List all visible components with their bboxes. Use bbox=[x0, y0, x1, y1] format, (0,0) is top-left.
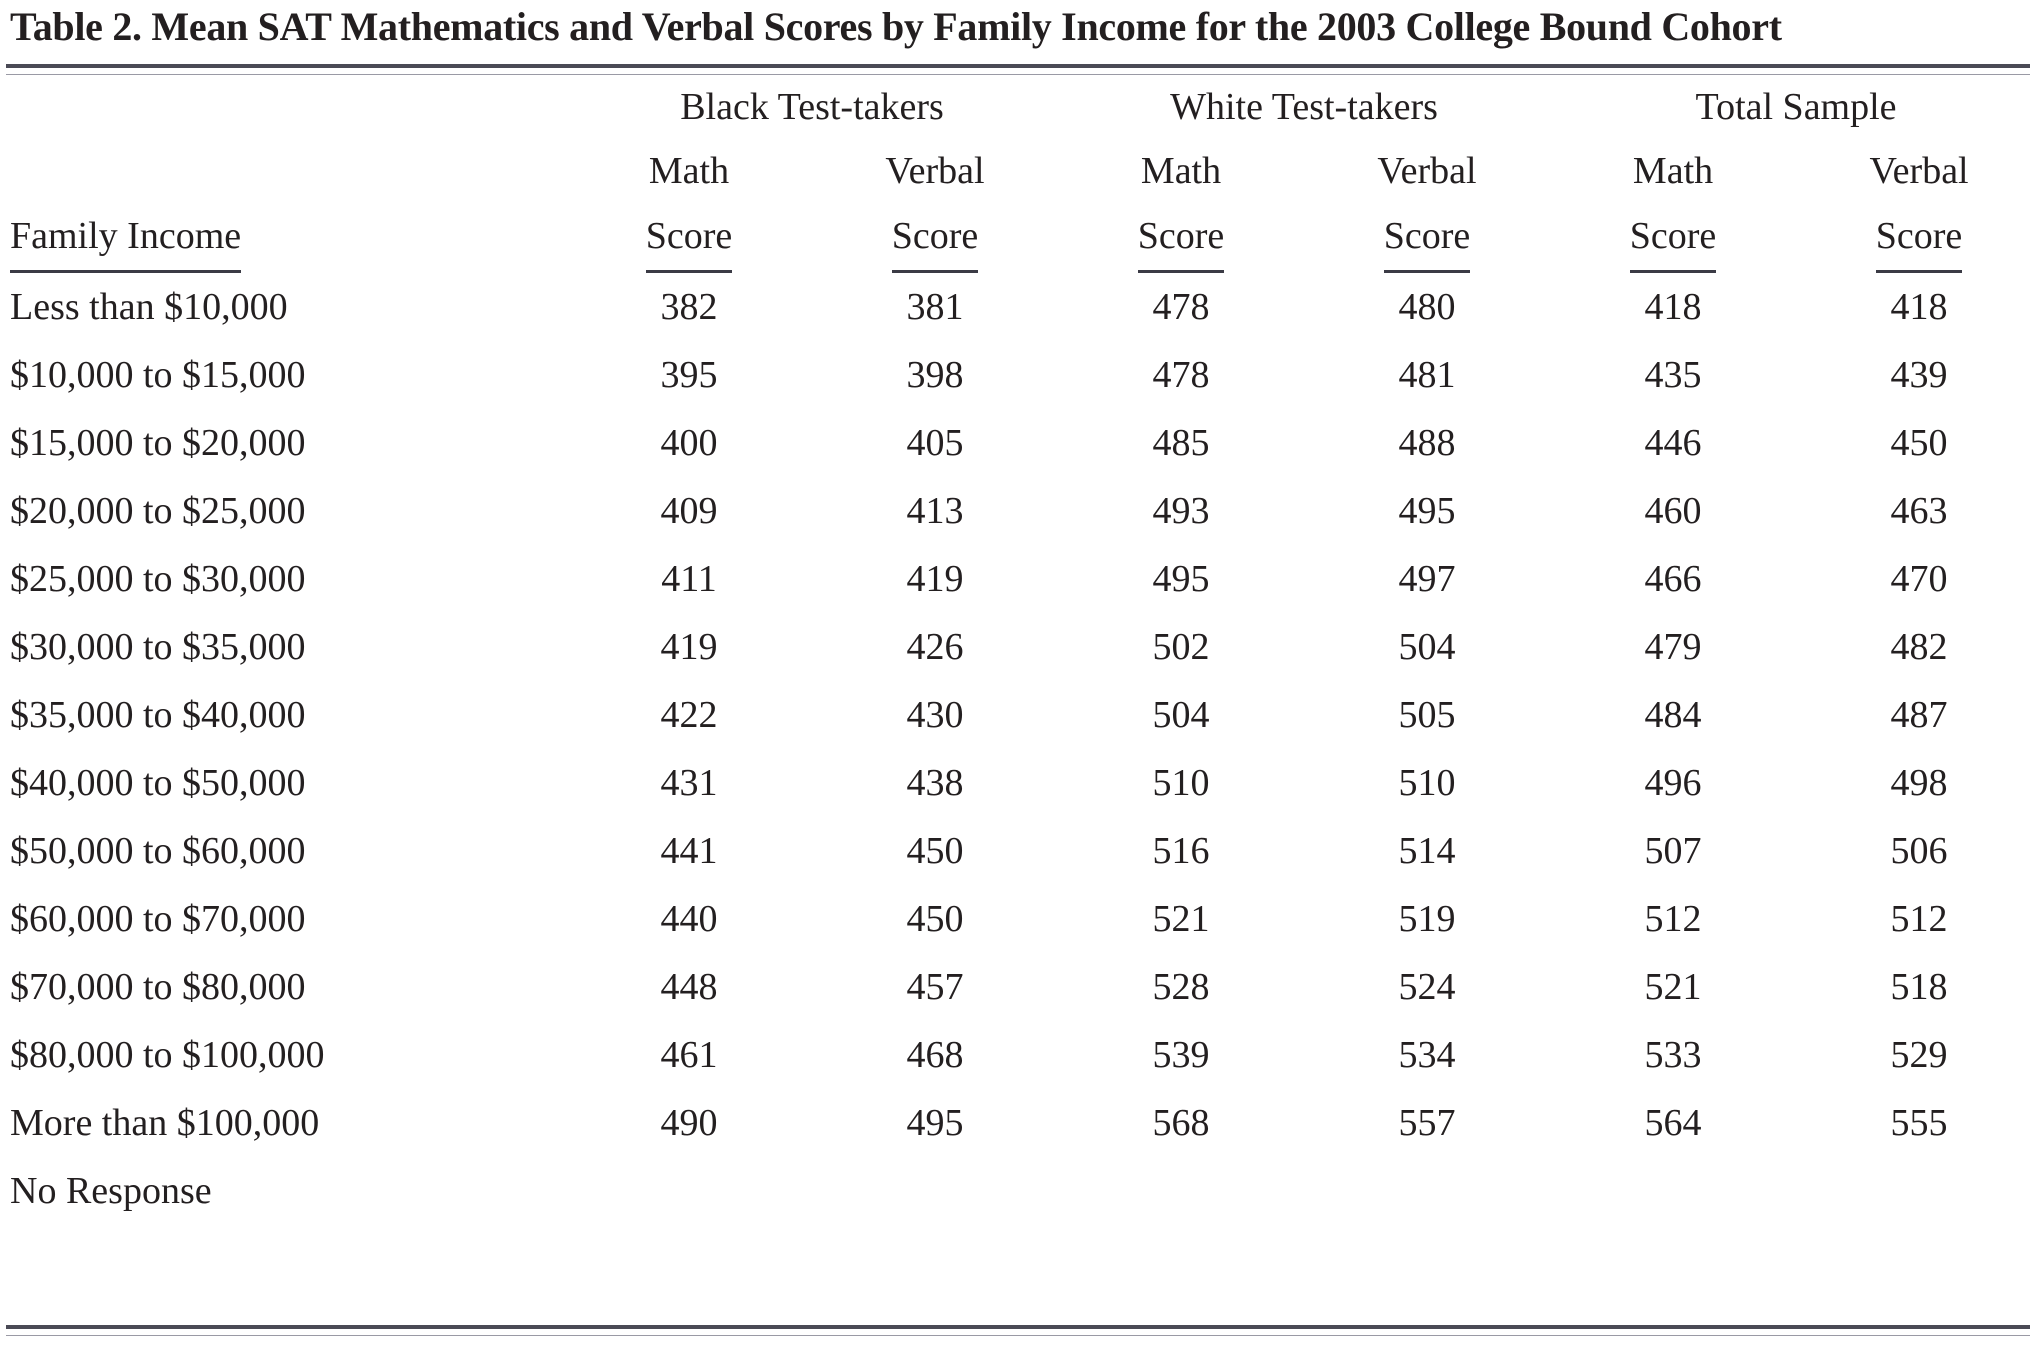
cell-total-verbal: 439 bbox=[1890, 354, 1948, 396]
table-row bbox=[6, 613, 2036, 681]
cell-white-verbal: 514 bbox=[1398, 830, 1456, 872]
cell-total-math bbox=[1550, 1157, 1796, 1225]
cell-white-math: 539 bbox=[1152, 1034, 1210, 1076]
cell-total-verbal: 482 bbox=[1890, 626, 1948, 668]
table-row bbox=[6, 1021, 2036, 1089]
cell-total-math: 521 bbox=[1644, 966, 1702, 1008]
subject-header-total-math: Math bbox=[1632, 150, 1714, 192]
cell-black-verbal: 457 bbox=[906, 966, 964, 1008]
score-header-white-verbal-label: Score bbox=[1384, 203, 1471, 273]
cell-total-verbal: 506 bbox=[1890, 830, 1948, 872]
group-header-white: White Test-takers bbox=[1170, 86, 1438, 128]
cell-white-verbal: 488 bbox=[1398, 422, 1456, 464]
family-income-header-label: Family Income bbox=[10, 203, 241, 273]
cell-white-math: 485 bbox=[1152, 422, 1210, 464]
table-row bbox=[6, 545, 2036, 613]
cell-total-math: 564 bbox=[1644, 1102, 1702, 1144]
cell-black-verbal: 413 bbox=[906, 490, 964, 532]
cell-total-math: 435 bbox=[1644, 354, 1702, 396]
row-label-income: $50,000 to $60,000 bbox=[10, 830, 306, 872]
cell-black-verbal: 495 bbox=[906, 1102, 964, 1144]
cell-white-math: 528 bbox=[1152, 966, 1210, 1008]
cell-total-verbal: 498 bbox=[1890, 762, 1948, 804]
subject-header-black-verbal: Verbal bbox=[885, 150, 985, 192]
cell-black-verbal: 450 bbox=[906, 830, 964, 872]
group-header-row bbox=[6, 75, 2036, 139]
subject-header-total-verbal: Verbal bbox=[1869, 150, 1969, 192]
cell-total-verbal: 529 bbox=[1890, 1034, 1948, 1076]
cell-black-math bbox=[566, 1157, 812, 1225]
cell-total-verbal: 555 bbox=[1890, 1102, 1948, 1144]
cell-black-verbal: 450 bbox=[906, 898, 964, 940]
score-header-white-math bbox=[1058, 203, 1304, 273]
cell-black-math: 422 bbox=[660, 694, 718, 736]
cell-black-math: 441 bbox=[660, 830, 718, 872]
score-header-black-math bbox=[566, 203, 812, 273]
cell-black-math: 431 bbox=[660, 762, 718, 804]
cell-black-verbal: 419 bbox=[906, 558, 964, 600]
cell-black-math: 461 bbox=[660, 1034, 718, 1076]
cell-white-verbal: 495 bbox=[1398, 490, 1456, 532]
cell-black-math: 395 bbox=[660, 354, 718, 396]
cell-white-verbal: 510 bbox=[1398, 762, 1456, 804]
group-header-spacer bbox=[6, 75, 566, 139]
cell-total-verbal: 418 bbox=[1890, 286, 1948, 328]
cell-white-math: 510 bbox=[1152, 762, 1210, 804]
cell-black-verbal: 468 bbox=[906, 1034, 964, 1076]
cell-white-math: 493 bbox=[1152, 490, 1210, 532]
cell-black-math: 419 bbox=[660, 626, 718, 668]
cell-total-math: 533 bbox=[1644, 1034, 1702, 1076]
cell-black-verbal: 430 bbox=[906, 694, 964, 736]
table-row bbox=[6, 273, 2036, 341]
table-row bbox=[6, 1089, 2036, 1157]
cell-white-math: 478 bbox=[1152, 354, 1210, 396]
group-header-black: Black Test-takers bbox=[680, 86, 944, 128]
cell-black-verbal: 405 bbox=[906, 422, 964, 464]
cell-total-math: 479 bbox=[1644, 626, 1702, 668]
row-label-income: $80,000 to $100,000 bbox=[10, 1034, 325, 1076]
table-top-rule bbox=[6, 64, 2030, 75]
row-label-income: Less than $10,000 bbox=[10, 286, 288, 328]
cell-total-verbal bbox=[1796, 1157, 2036, 1225]
table-title: Table 2. Mean SAT Mathematics and Verbal Scores by Family Income for the 2003 College Bound Cohort bbox=[10, 4, 1782, 49]
table-row bbox=[6, 885, 2036, 953]
cell-white-verbal: 497 bbox=[1398, 558, 1456, 600]
table-row bbox=[6, 341, 2036, 409]
cell-white-verbal: 534 bbox=[1398, 1034, 1456, 1076]
cell-white-math: 516 bbox=[1152, 830, 1210, 872]
subject-header-black-math: Math bbox=[648, 150, 730, 192]
cell-white-verbal: 505 bbox=[1398, 694, 1456, 736]
cell-total-math: 446 bbox=[1644, 422, 1702, 464]
cell-black-verbal: 381 bbox=[906, 286, 964, 328]
row-label-income: $35,000 to $40,000 bbox=[10, 694, 306, 736]
cell-white-verbal: 504 bbox=[1398, 626, 1456, 668]
cell-black-math: 409 bbox=[660, 490, 718, 532]
score-header-total-verbal bbox=[1796, 203, 2036, 273]
cell-white-verbal bbox=[1304, 1157, 1550, 1225]
subject-header-spacer bbox=[6, 139, 566, 203]
score-header-black-verbal bbox=[812, 203, 1058, 273]
cell-total-math: 484 bbox=[1644, 694, 1702, 736]
cell-black-math: 400 bbox=[660, 422, 718, 464]
table-row bbox=[6, 681, 2036, 749]
cell-white-math: 521 bbox=[1152, 898, 1210, 940]
cell-black-math: 448 bbox=[660, 966, 718, 1008]
subject-header-white-math: Math bbox=[1140, 150, 1222, 192]
cell-total-verbal: 463 bbox=[1890, 490, 1948, 532]
table-row bbox=[6, 749, 2036, 817]
family-income-header bbox=[6, 203, 566, 273]
cell-white-verbal: 557 bbox=[1398, 1102, 1456, 1144]
table-row bbox=[6, 817, 2036, 885]
table-row bbox=[6, 953, 2036, 1021]
table-bottom-rule bbox=[6, 1325, 2030, 1336]
cell-black-math: 490 bbox=[660, 1102, 718, 1144]
score-header-total-verbal-label: Score bbox=[1876, 203, 1963, 273]
cell-total-math: 466 bbox=[1644, 558, 1702, 600]
row-label-income: $30,000 to $35,000 bbox=[10, 626, 306, 668]
row-label-income: More than $100,000 bbox=[10, 1102, 320, 1144]
subject-header-row bbox=[6, 139, 2036, 203]
cell-total-verbal: 450 bbox=[1890, 422, 1948, 464]
cell-black-verbal bbox=[812, 1157, 1058, 1225]
cell-total-math: 460 bbox=[1644, 490, 1702, 532]
subject-header-white-verbal: Verbal bbox=[1377, 150, 1477, 192]
score-header-row bbox=[6, 203, 2036, 273]
cell-black-verbal: 398 bbox=[906, 354, 964, 396]
table-row bbox=[6, 477, 2036, 545]
score-header-total-math-label: Score bbox=[1630, 203, 1717, 273]
sat-scores-table bbox=[6, 75, 2036, 1225]
cell-black-math: 382 bbox=[660, 286, 718, 328]
cell-white-verbal: 519 bbox=[1398, 898, 1456, 940]
cell-total-verbal: 487 bbox=[1890, 694, 1948, 736]
row-label-income: $10,000 to $15,000 bbox=[10, 354, 306, 396]
cell-total-verbal: 518 bbox=[1890, 966, 1948, 1008]
cell-total-math: 496 bbox=[1644, 762, 1702, 804]
cell-total-math: 507 bbox=[1644, 830, 1702, 872]
score-header-white-verbal bbox=[1304, 203, 1550, 273]
cell-black-math: 440 bbox=[660, 898, 718, 940]
score-header-white-math-label: Score bbox=[1138, 203, 1225, 273]
score-header-black-verbal-label: Score bbox=[892, 203, 979, 273]
cell-white-math: 502 bbox=[1152, 626, 1210, 668]
row-label-income: $25,000 to $30,000 bbox=[10, 558, 306, 600]
cell-total-math: 418 bbox=[1644, 286, 1702, 328]
row-label-income: $40,000 to $50,000 bbox=[10, 762, 306, 804]
row-label-income: $60,000 to $70,000 bbox=[10, 898, 306, 940]
cell-white-math: 504 bbox=[1152, 694, 1210, 736]
cell-white-verbal: 481 bbox=[1398, 354, 1456, 396]
row-label-income: $15,000 to $20,000 bbox=[10, 422, 306, 464]
row-label-income: No Response bbox=[10, 1170, 212, 1212]
table-header bbox=[6, 75, 2036, 273]
cell-white-verbal: 480 bbox=[1398, 286, 1456, 328]
cell-white-verbal: 524 bbox=[1398, 966, 1456, 1008]
group-header-total: Total Sample bbox=[1695, 86, 1897, 128]
row-label-income: $20,000 to $25,000 bbox=[10, 490, 306, 532]
cell-black-verbal: 426 bbox=[906, 626, 964, 668]
score-header-total-math bbox=[1550, 203, 1796, 273]
cell-black-math: 411 bbox=[661, 558, 717, 600]
cell-white-math: 568 bbox=[1152, 1102, 1210, 1144]
score-header-black-math-label: Score bbox=[646, 203, 733, 273]
cell-white-math: 478 bbox=[1152, 286, 1210, 328]
table-body bbox=[6, 273, 2036, 1225]
cell-total-math: 512 bbox=[1644, 898, 1702, 940]
cell-total-verbal: 512 bbox=[1890, 898, 1948, 940]
table-row bbox=[6, 409, 2036, 477]
cell-black-verbal: 438 bbox=[906, 762, 964, 804]
table-row bbox=[6, 1157, 2036, 1225]
cell-white-math: 495 bbox=[1152, 558, 1210, 600]
row-label-income: $70,000 to $80,000 bbox=[10, 966, 306, 1008]
cell-white-math bbox=[1058, 1157, 1304, 1225]
cell-total-verbal: 470 bbox=[1890, 558, 1948, 600]
